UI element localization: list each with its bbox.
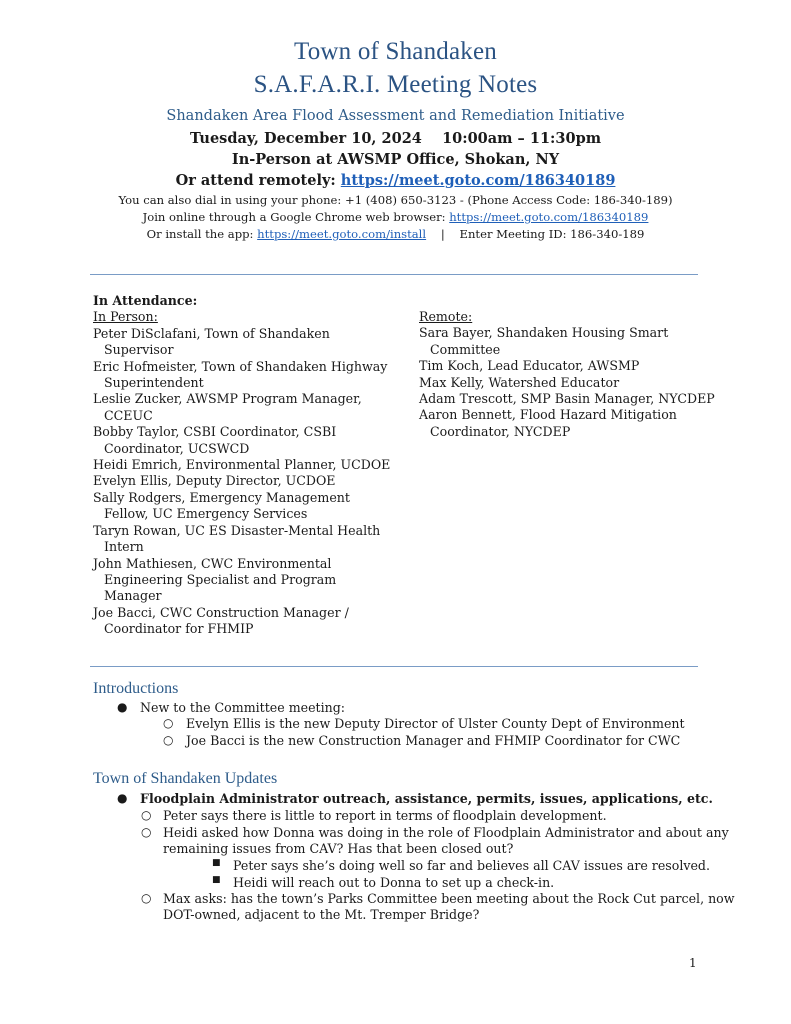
dial-in-line: You can also dial in using your phone: +1 (408) 650-3123 - (Phone Access Code: 186-340-189) (118, 193, 673, 207)
attendee: Adam Trescott, SMP Basin Manager, NYCDEP (419, 391, 715, 407)
attendance-remote (419, 309, 715, 440)
bullet-icon: ● (117, 791, 128, 805)
list-item: Peter says she’s doing well so far and believes all CAV issues are resolved. (233, 858, 710, 873)
circle-bullet-icon: ○ (141, 825, 152, 839)
divider (90, 666, 698, 667)
list-item: Floodplain Administrator outreach, assistance, permits, issues, applications, etc. (140, 791, 713, 806)
attendee: Aaron Bennett, Flood Hazard Mitigation Coordinator, NYCDEP (419, 407, 677, 439)
circle-bullet-icon: ○ (141, 808, 152, 822)
section-heading-updates: Town of Shandaken Updates (93, 770, 278, 787)
attendee: Heidi Emrich, Environmental Planner, UCDOE (93, 457, 391, 473)
square-bullet-icon: ■ (212, 875, 221, 885)
attendee: Tim Koch, Lead Educator, AWSMP (419, 358, 640, 374)
attendee: John Mathiesen, CWC Environmental Engineering Specialist and Program Manager (93, 555, 337, 604)
attendee: Joe Bacci, CWC Construction Manager / Coordinator for FHMIP (93, 604, 349, 637)
circle-bullet-icon: ○ (141, 891, 152, 905)
attendee: Sally Rodgers, Emergency Management Fellow, UC Emergency Services (93, 489, 350, 522)
list-item: Joe Bacci is the new Construction Manager and FHMIP Coordinator for CWC (186, 733, 681, 748)
attendee: Bobby Taylor, CSBI Coordinator, CSBI Coordinator, UCSWCD (93, 424, 337, 456)
attendance-heading: In Attendance: (93, 293, 198, 308)
join-meeting-link[interactable]: https://meet.goto.com/186340189 (449, 210, 649, 224)
attendee: Evelyn Ellis, Deputy Director, UCDOE (93, 473, 336, 489)
join-online-line (0, 210, 791, 224)
list-item-continuation: remaining issues from CAV? Has that been closed out? (163, 841, 514, 856)
attendee: Taryn Rowan, UC ES Disaster-Mental Health Intern (93, 522, 381, 555)
circle-bullet-icon: ○ (163, 716, 174, 730)
list-item-continuation: DOT-owned, adjacent to the Mt. Tremper Bridge? (163, 907, 480, 922)
list-item: New to the Committee meeting: (140, 700, 346, 715)
meeting-id: | Enter Meeting ID: 186-340-189 (426, 227, 645, 241)
square-bullet-icon: ■ (212, 858, 221, 868)
remote-label: Remote: (419, 309, 473, 324)
attendee: Peter DiSclafani, Town of Shandaken Supervisor (93, 325, 330, 358)
attendance-in-person (93, 293, 393, 638)
list-item: Max asks: has the town’s Parks Committee been meeting about the Rock Cut parcel, now (163, 891, 735, 906)
install-prefix: Or install the app: (146, 227, 258, 241)
initiative-name: Shandaken Area Flood Assessment and Remediation Initiative (166, 108, 625, 124)
join-prefix: Join online through a Google Chrome web browser: (142, 210, 450, 224)
install-app-link[interactable]: https://meet.goto.com/install (257, 227, 427, 241)
list-item: Evelyn Ellis is the new Deputy Director of Ulster County Dept of Environment (186, 716, 685, 731)
attendee: Sara Bayer, Shandaken Housing Smart Committee (419, 325, 669, 357)
divider (90, 274, 698, 275)
bullet-icon: ● (117, 700, 128, 714)
remote-meeting-link[interactable]: https://meet.goto.com/186340189 (340, 172, 616, 189)
list-item: Heidi asked how Donna was doing in the role of Floodplain Administrator and about any (163, 825, 729, 840)
list-item: Heidi will reach out to Donna to set up a check-in. (233, 875, 555, 890)
meeting-date: Tuesday, December 10, 2024 10:00am – 11:30pm (189, 130, 602, 147)
page-title: Town of Shandaken (294, 38, 497, 65)
circle-bullet-icon: ○ (163, 733, 174, 747)
section-heading-introductions: Introductions (93, 680, 179, 697)
install-line (0, 227, 791, 241)
attendee: Max Kelly, Watershed Educator (419, 374, 620, 390)
page-subtitle: S.A.F.A.R.I. Meeting Notes (253, 71, 538, 98)
meeting-location: In-Person at AWSMP Office, Shokan, NY (231, 151, 560, 168)
page-number: 1 (689, 956, 697, 970)
attendee: Eric Hofmeister, Town of Shandaken Highway Superintendent (93, 358, 388, 391)
remote-line (0, 172, 791, 189)
remote-prefix: Or attend remotely: (175, 172, 341, 189)
attendee: Leslie Zucker, AWSMP Program Manager, CCEUC (93, 391, 362, 423)
list-item: Peter says there is little to report in terms of floodplain development. (163, 808, 607, 823)
in-person-label: In Person: (93, 309, 158, 325)
